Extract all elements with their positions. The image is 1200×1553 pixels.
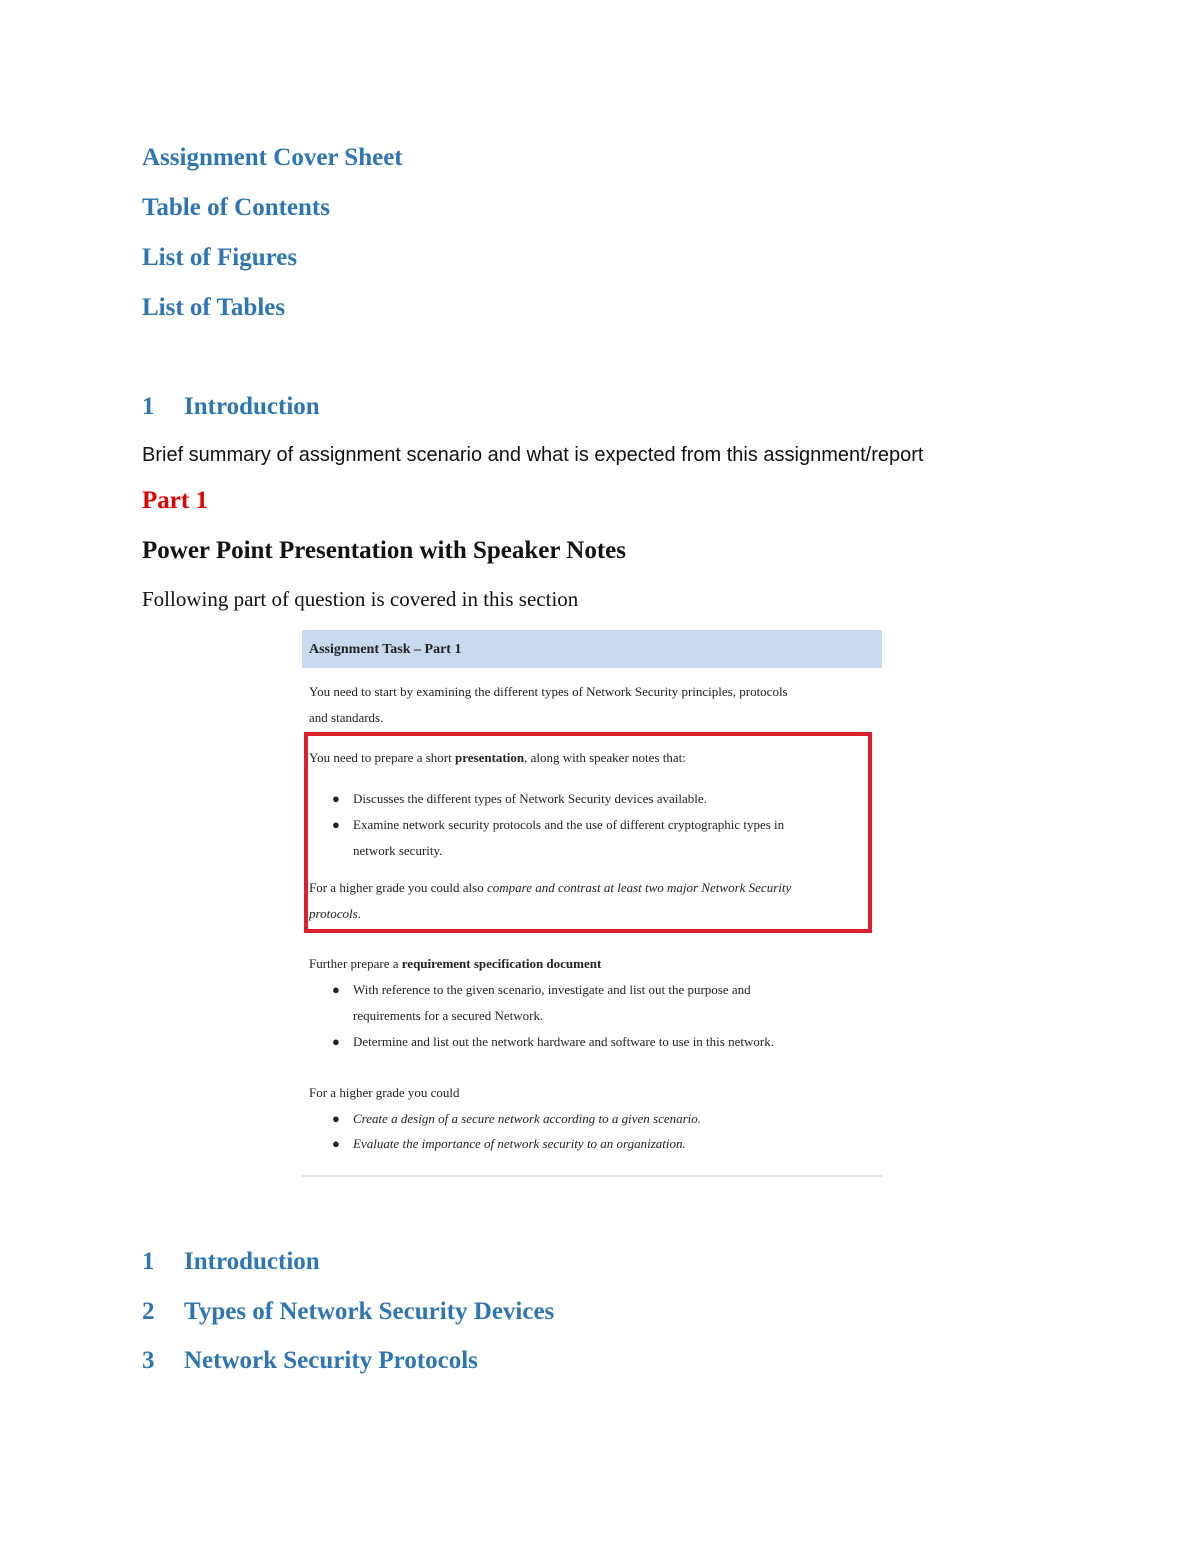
heading-number: 3	[142, 1347, 155, 1374]
box-higher-grade-line1: For a higher grade you could also compare and contrast at least two major Network Security	[309, 880, 792, 895]
task-header: Assignment Task – Part 1	[302, 630, 882, 668]
box-bullet-1: Discusses the different types of Network Security devices available.	[353, 791, 707, 806]
heading-number: 1	[142, 393, 155, 420]
box-higher-grade-line2: protocols.	[309, 906, 361, 921]
bullet-icon: ●	[332, 1034, 340, 1049]
task-para1-line2: and standards.	[309, 710, 384, 725]
bullet-icon: ●	[332, 817, 340, 832]
toc-item-list-of-tables[interactable]: List of Tables	[142, 294, 286, 321]
box-bullet-2-line1: Examine network security protocols and the use of different cryptographic types in	[353, 817, 785, 832]
heading-text: Types of Network Security Devices	[184, 1298, 555, 1325]
box-intro: You need to prepare a short presentation, along with speaker notes that:	[309, 750, 686, 765]
heading-text: Introduction	[184, 1248, 320, 1275]
ppt-heading: Power Point Presentation with Speaker Notes	[142, 537, 626, 564]
assignment-task-figure	[302, 630, 882, 1177]
toc-item-cover-sheet[interactable]: Assignment Cover Sheet	[142, 144, 403, 171]
further-bullet-2: Determine and list out the network hardware and software to use in this network.	[353, 1034, 774, 1049]
heading-text: Introduction	[184, 393, 320, 420]
following-text: Following part of question is covered in this section	[142, 587, 579, 611]
heading-text: Network Security Protocols	[184, 1347, 478, 1374]
heading-section-1	[142, 1247, 320, 1277]
task-para1-line1: You need to start by examining the different types of Network Security principles, protocols	[309, 684, 788, 699]
bullet-icon: ●	[332, 1136, 340, 1151]
heading-section-3	[142, 1346, 478, 1376]
brief-summary-text: Brief summary of assignment scenario and what is expected from this assignment/report	[142, 444, 924, 466]
further-prepare: Further prepare a requirement specification document	[309, 956, 602, 971]
heading-section-2	[142, 1297, 554, 1327]
further-bullet-1-line1: With reference to the given scenario, investigate and list out the purpose and	[353, 982, 751, 997]
bullet-icon: ●	[332, 982, 340, 997]
part-label: Part 1	[142, 487, 208, 514]
higher-grade-2: For a higher grade you could	[309, 1085, 460, 1100]
heading-introduction	[142, 392, 320, 422]
box-bullet-2-line2: network security.	[353, 843, 443, 858]
further-bullet-1-line2: requirements for a secured Network.	[353, 1008, 544, 1023]
bullet-icon: ●	[332, 791, 340, 806]
bullet-icon: ●	[332, 1111, 340, 1126]
higher-bullet-2: Evaluate the importance of network security to an organization.	[353, 1136, 686, 1151]
heading-number: 1	[142, 1248, 155, 1275]
toc-item-table-of-contents[interactable]: Table of Contents	[142, 194, 330, 221]
toc-item-list-of-figures[interactable]: List of Figures	[142, 244, 298, 271]
heading-number: 2	[142, 1298, 155, 1325]
higher-bullet-1: Create a design of a secure network according to a given scenario.	[353, 1111, 702, 1126]
